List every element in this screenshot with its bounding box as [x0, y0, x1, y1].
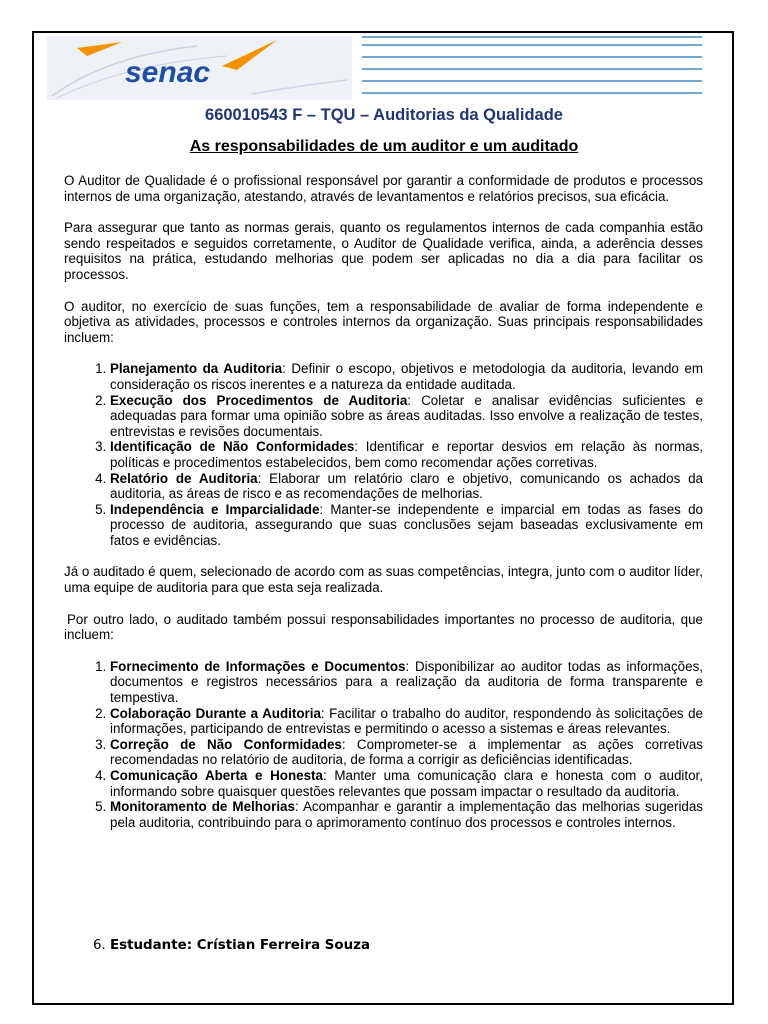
- list-item: [110, 502, 703, 549]
- list-item-text: : Coletar e analisar evidências suficientes e adequadas para formar uma opinião sobre as áreas auditadas. Isso envolve a realização de testes, entrevistas e revisões documentais.: [110, 392, 703, 439]
- list-item-text: : Manter uma comunicação clara e honesta com o auditor, informando sobre quaisquer questões relevantes que possam impactar o resultado da auditoria.: [110, 768, 703, 799]
- list-item-text: : Identificar e reportar desvios em relação às normas, políticas e procedimentos estabelecidos, bem como recomendar ações corretivas.: [110, 439, 703, 470]
- list-item-text: : Facilitar o trabalho do auditor, respondendo às solicitações de informações, participando de entrevistas e permitindo o acesso a sistemas e áreas relevantes.: [110, 705, 703, 737]
- student-name: Estudante: Crístian Ferreira Souza: [110, 938, 370, 953]
- student-item: [110, 938, 703, 953]
- document-body: [64, 173, 703, 846]
- list-item-text: : Elaborar um relatório claro e objetivo, comunicando os achados da auditoria, as áreas de risco e as recomendações de melhorias.: [110, 470, 704, 502]
- header-lines: [362, 36, 707, 100]
- senac-wordmark: senac: [125, 56, 211, 89]
- list-item-title: Relatório de Auditoria: [110, 470, 258, 486]
- list-item: [110, 706, 703, 737]
- list-item: [110, 439, 703, 470]
- list-item-title: Correção de Não Conformidades: [110, 736, 342, 752]
- list-item-text: : Definir o escopo, objetivos e metodologia da auditoria, levando em consideração os riscos inerentes e a natureza da entidade auditada.: [110, 361, 703, 392]
- list-item-text: : Manter-se independente e imparcial em todas as fases do processo de auditoria, assegurando que suas conclusões sejam baseadas exclusivamente em fatos e evidências.: [110, 501, 703, 548]
- list-item: [110, 799, 703, 830]
- paragraph: Por outro lado, o auditado também possui responsabilidades importantes no processo de auditoria, que incluem:: [64, 611, 703, 643]
- list-item-title: Fornecimento de Informações e Documentos: [110, 658, 406, 674]
- list-item-title: Comunicação Aberta e Honesta: [110, 768, 323, 783]
- student-section: [64, 938, 703, 953]
- list-item: [110, 659, 703, 706]
- list-item-text: : Disponibilizar ao auditor todas as informações, documentos e registros necessários para a realização da auditoria de forma transparente e tempestiva.: [110, 658, 703, 706]
- list-item-title: Independência e Imparcialidade: [110, 501, 320, 517]
- list-item: [110, 737, 703, 768]
- paragraph: O Auditor de Qualidade é o profissional responsável por garantir a conformidade de produtos e processos internos de uma organização, atestando, através de levantamentos e relatórios precisos, sua eficácia.: [64, 173, 703, 204]
- list-item: [110, 393, 703, 440]
- list-item-text: : Acompanhar e garantir a implementação das melhorias sugeridas pela auditoria, contribuindo para o aprimoramento contínuo dos processos e controles internos.: [110, 799, 704, 830]
- list-item-title: Colaboração Durante a Auditoria: [110, 705, 321, 721]
- list-item-text: : Comprometer-se a implementar as ações corretivas recomendadas no relatório de auditoria, de forma a corrigir as deficiências identificadas.: [110, 736, 703, 768]
- document-subtitle: As responsabilidades de um auditor e um auditado: [189, 138, 579, 155]
- senac-logo: [47, 36, 352, 100]
- paragraph: Para assegurar que tanto as normas gerais, quanto os regulamentos internos de cada companhia estão sendo respeitados e seguidos corretamente, o Auditor de Qualidade verifica, ainda, a aderência desses requisitos na prática, estudando melhorias que podem ser aplicadas no dia a dia para facilitar os processos.: [64, 220, 703, 282]
- auditor-responsibilities-list: [64, 361, 703, 548]
- list-item: [110, 361, 703, 392]
- list-item-title: Execução dos Procedimentos de Auditoria: [110, 392, 408, 408]
- list-item: [110, 768, 703, 799]
- list-item-title: Identificação de Não Conformidades: [110, 439, 355, 455]
- list-item: [110, 471, 703, 502]
- list-item-title: Monitoramento de Melhorias: [110, 799, 295, 815]
- document-header: [47, 36, 707, 102]
- paragraph: Já o auditado é quem, selecionado de acordo com as suas competências, integra, junto com o auditor líder, uma equipe de auditoria para que esta seja realizada.: [64, 564, 703, 596]
- student-list: [64, 938, 703, 953]
- course-title: 660010543 F – TQU – Auditorias da Qualidade: [205, 106, 563, 124]
- paragraph: O auditor, no exercício de suas funções, tem a responsabilidade de avaliar de forma independente e objetiva as atividades, processos e controles internos da organização. Suas principais responsabilidades incluem:: [64, 298, 703, 345]
- list-item-title: Planejamento da Auditoria: [110, 361, 283, 377]
- auditee-responsibilities-list: [64, 659, 703, 831]
